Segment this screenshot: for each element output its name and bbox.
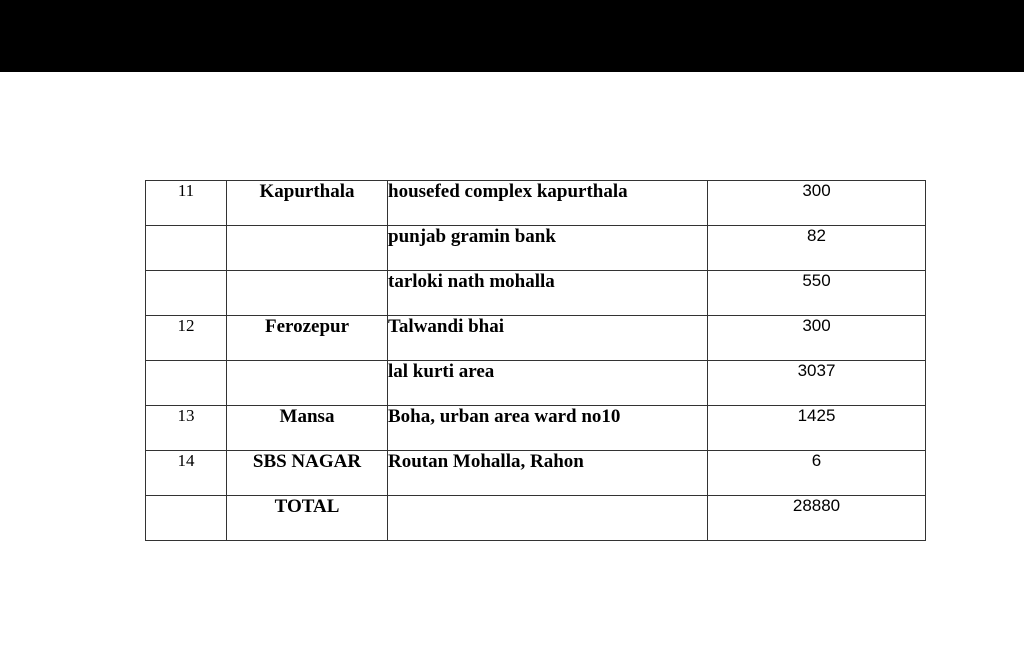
serial-number-cell: 14 (146, 451, 227, 496)
count-cell: 550 (708, 271, 926, 316)
table-row (146, 226, 926, 271)
location-cell: lal kurti area (388, 361, 708, 406)
table-row (146, 406, 926, 451)
district-cell (227, 226, 388, 271)
location-cell: Talwandi bhai (388, 316, 708, 361)
total-count-cell: 28880 (708, 496, 926, 541)
location-cell: tarloki nath mohalla (388, 271, 708, 316)
count-cell: 300 (708, 316, 926, 361)
serial-number-cell: 13 (146, 406, 227, 451)
district-cell: Ferozepur (227, 316, 388, 361)
location-cell: Routan Mohalla, Rahon (388, 451, 708, 496)
count-cell: 82 (708, 226, 926, 271)
location-cell: housefed complex kapurthala (388, 181, 708, 226)
district-cell: Mansa (227, 406, 388, 451)
table-row (146, 181, 926, 226)
location-cell (388, 496, 708, 541)
district-cell (227, 361, 388, 406)
table-row (146, 316, 926, 361)
data-table (145, 180, 926, 541)
district-cell (227, 271, 388, 316)
top-black-bar (0, 0, 1024, 72)
count-cell: 3037 (708, 361, 926, 406)
location-cell: Boha, urban area ward no10 (388, 406, 708, 451)
total-label-cell: TOTAL (227, 496, 388, 541)
serial-number-cell (146, 271, 227, 316)
district-cell: SBS NAGAR (227, 451, 388, 496)
serial-number-cell (146, 361, 227, 406)
serial-number-cell: 12 (146, 316, 227, 361)
table-row (146, 361, 926, 406)
count-cell: 300 (708, 181, 926, 226)
count-cell: 6 (708, 451, 926, 496)
table-row (146, 271, 926, 316)
table-row (146, 451, 926, 496)
serial-number-cell (146, 226, 227, 271)
location-cell: punjab gramin bank (388, 226, 708, 271)
total-row (146, 496, 926, 541)
count-cell: 1425 (708, 406, 926, 451)
serial-number-cell: 11 (146, 181, 227, 226)
district-cell: Kapurthala (227, 181, 388, 226)
serial-number-cell (146, 496, 227, 541)
